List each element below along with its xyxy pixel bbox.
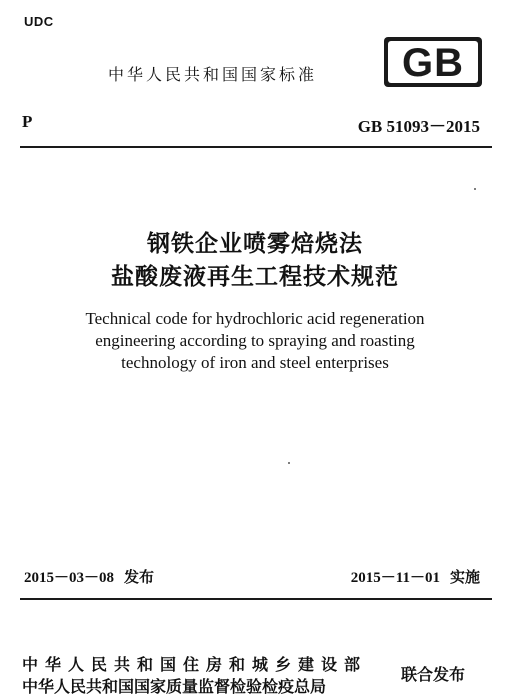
title-cn-line2: 盐酸废液再生工程技术规范: [111, 264, 399, 290]
scan-speck: [288, 462, 290, 464]
bottom-divider: [20, 598, 492, 600]
title-en-line2: engineering according to spraying and roasting: [95, 331, 415, 350]
implement-label: 实施: [449, 568, 480, 586]
udc-label: UDC: [24, 14, 54, 29]
issuer-ministry: 中华人民共和国住房和城乡建设部: [22, 655, 368, 674]
issuer-aqsiq: 中华人民共和国国家质量监督检验检疫总局: [22, 677, 327, 696]
implement-date: 2015－11－01: [350, 570, 440, 586]
title-en-line3: technology of iron and steel enterprises: [121, 353, 389, 372]
category-code: P: [22, 112, 33, 131]
title-en-line1: Technical code for hydrochloric acid regeneration: [85, 309, 425, 328]
gb-logo-text: GB: [402, 41, 464, 85]
implement-date-block: [351, 566, 480, 587]
standard-type: 中华人民共和国国家标准: [108, 65, 318, 84]
standard-number: GB 51093－2015: [357, 117, 480, 136]
scan-speck: [474, 188, 476, 190]
joint-issue-label: 联合发布: [401, 665, 466, 684]
gb-logo: [383, 36, 483, 88]
title-cn-line1: 钢铁企业喷雾焙烧法: [147, 231, 363, 257]
issue-date: 2015－03－08: [24, 570, 115, 586]
top-divider: [20, 146, 492, 148]
issue-date-block: [24, 566, 154, 587]
issue-label: 发布: [124, 568, 155, 586]
